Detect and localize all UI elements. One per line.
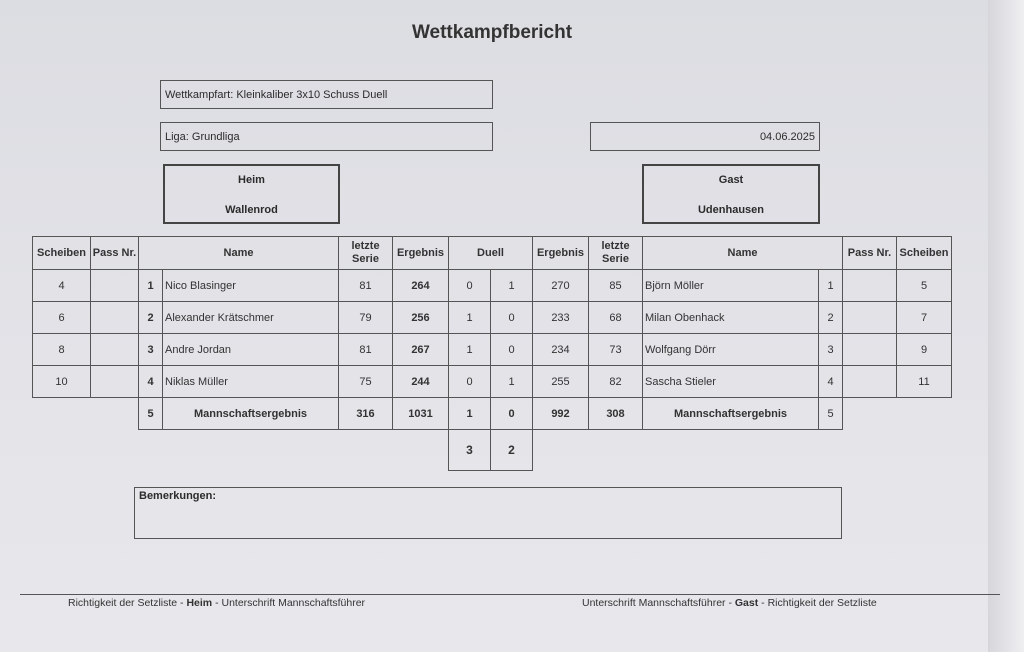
- cell-heim-nr: 5: [139, 398, 163, 430]
- gast-label: Gast: [718, 174, 744, 186]
- cell-heim-ergebnis: 256: [393, 302, 449, 334]
- gast-team-ergebnis: 992: [533, 398, 589, 430]
- cell-heim-pass: [91, 366, 139, 398]
- cell-gast-serie: 73: [589, 334, 643, 366]
- cell-heim-duell: 1: [449, 334, 491, 366]
- cell-gast-name: Milan Obenhack: [643, 302, 819, 334]
- cell-heim-scheibe: 10: [33, 366, 91, 398]
- cell-gast-pass: [843, 334, 897, 366]
- cell-gast-ergebnis: 233: [533, 302, 589, 334]
- cell-heim-duell: 1: [449, 302, 491, 334]
- header-pass-gast: Pass Nr.: [843, 237, 897, 270]
- punkte-row: [33, 430, 952, 471]
- header-name-gast: Name: [643, 237, 843, 270]
- cell-heim-ergebnis: 264: [393, 270, 449, 302]
- cell-gast-serie: 85: [589, 270, 643, 302]
- header-ergebnis-heim: Ergebnis: [393, 237, 449, 270]
- mannschaftsergebnis-heim-label: Mannschaftsergebnis: [163, 398, 339, 430]
- header-letzte-serie-gast: letzte Serie: [589, 237, 643, 270]
- cell-gast-serie: 68: [589, 302, 643, 334]
- gast-verein: Udenhausen: [697, 204, 764, 216]
- cell-heim-serie: 81: [339, 334, 393, 366]
- cell-heim-pass: [91, 334, 139, 366]
- cell-heim-serie: 81: [339, 270, 393, 302]
- cell-heim-name: Alexander Krätschmer: [163, 302, 339, 334]
- cell-gast-name: Wolfgang Dörr: [643, 334, 819, 366]
- cell-gast-pass: [843, 270, 897, 302]
- cell-heim-pass: [91, 302, 139, 334]
- cell-heim-name: Nico Blasinger: [163, 270, 339, 302]
- heim-box: [163, 164, 340, 224]
- cell-heim-duell: 0: [449, 270, 491, 302]
- cell-gast-serie: 82: [589, 366, 643, 398]
- cell-gast-nr: 1: [819, 270, 843, 302]
- cell-gast-duell: 0: [491, 334, 533, 366]
- header-ergebnis-gast: Ergebnis: [533, 237, 589, 270]
- heim-team-ergebnis: 1031: [393, 398, 449, 430]
- header-scheiben-gast: Scheiben: [897, 237, 952, 270]
- cell-gast-pass: [843, 366, 897, 398]
- bemerkungen-label: Bemerkungen:: [139, 490, 217, 502]
- cell-gast-nr: 2: [819, 302, 843, 334]
- cell-gast-nr: 4: [819, 366, 843, 398]
- cell-gast-scheibe: 11: [897, 366, 952, 398]
- table-row: [33, 366, 952, 398]
- cell-heim-serie: 75: [339, 366, 393, 398]
- heim-label: Heim: [238, 174, 265, 186]
- cell-gast-scheibe: 5: [897, 270, 952, 302]
- page-title: Wettkampfbericht: [411, 22, 573, 43]
- cell-gast-duell: 1: [491, 366, 533, 398]
- cell-gast-nr: 3: [819, 334, 843, 366]
- signature-line: [20, 594, 1000, 595]
- cell-heim-serie: 79: [339, 302, 393, 334]
- table-header-row: [33, 237, 952, 270]
- punkte-gast: 2: [491, 430, 533, 471]
- cell-heim-nr: 1: [139, 270, 163, 302]
- mannschaft-row: [33, 398, 952, 430]
- cell-heim-nr: 2: [139, 302, 163, 334]
- cell-heim-ergebnis: 244: [393, 366, 449, 398]
- heim-verein: Wallenrod: [225, 204, 278, 216]
- cell-heim-scheibe: 4: [33, 270, 91, 302]
- cell-heim-scheibe: 8: [33, 334, 91, 366]
- cell-heim-name: Niklas Müller: [163, 366, 339, 398]
- signature-gast: Unterschrift Mannschaftsführer - Gast - Richtigkeit der Setzliste: [582, 597, 877, 609]
- cell-gast-ergebnis: 234: [533, 334, 589, 366]
- table-row: [33, 302, 952, 334]
- score-table: [32, 236, 952, 471]
- cell-gast-ergebnis: 255: [533, 366, 589, 398]
- cell-gast-nr: 5: [819, 398, 843, 430]
- cell-gast-pass: [843, 302, 897, 334]
- page-edge: [988, 0, 1024, 652]
- cell-heim-name: Andre Jordan: [163, 334, 339, 366]
- wettkampfart-text: Wettkampfart: Kleinkaliber 3x10 Schuss Duell: [165, 88, 388, 101]
- heim-team-duell: 1: [449, 398, 491, 430]
- cell-heim-nr: 4: [139, 366, 163, 398]
- cell-gast-scheibe: 7: [897, 302, 952, 334]
- signature-heim: Richtigkeit der Setzliste - Heim - Unterschrift Mannschaftsführer: [68, 597, 366, 609]
- cell-gast-duell: 1: [491, 270, 533, 302]
- cell-heim-scheibe: 6: [33, 302, 91, 334]
- cell-gast-name: Björn Möller: [643, 270, 819, 302]
- header-letzte-serie-heim: letzte Serie: [339, 237, 393, 270]
- gast-team-serie: 308: [589, 398, 643, 430]
- gast-team-duell: 0: [491, 398, 533, 430]
- header-pass-heim: Pass Nr.: [91, 237, 139, 270]
- table-row: [33, 270, 952, 302]
- mannschaftsergebnis-gast-label: Mannschaftsergebnis: [643, 398, 819, 430]
- liga-field: [160, 122, 493, 151]
- cell-gast-ergebnis: 270: [533, 270, 589, 302]
- cell-heim-pass: [91, 270, 139, 302]
- datum-field: [590, 122, 820, 151]
- header-name-heim: Name: [139, 237, 339, 270]
- gast-box: [642, 164, 820, 224]
- header-duell: Duell: [449, 237, 533, 270]
- cell-heim-ergebnis: 267: [393, 334, 449, 366]
- cell-gast-name: Sascha Stieler: [643, 366, 819, 398]
- heim-team-serie: 316: [339, 398, 393, 430]
- liga-text: Liga: Grundliga: [165, 130, 240, 143]
- cell-heim-nr: 3: [139, 334, 163, 366]
- wettkampfart-field: [160, 80, 493, 109]
- datum-text: 04.06.2025: [759, 130, 815, 143]
- punkte-heim: 3: [449, 430, 491, 471]
- cell-heim-duell: 0: [449, 366, 491, 398]
- bemerkungen-box: [134, 487, 842, 539]
- table-row: [33, 334, 952, 366]
- cell-gast-duell: 0: [491, 302, 533, 334]
- header-scheiben-heim: Scheiben: [33, 237, 91, 270]
- cell-gast-scheibe: 9: [897, 334, 952, 366]
